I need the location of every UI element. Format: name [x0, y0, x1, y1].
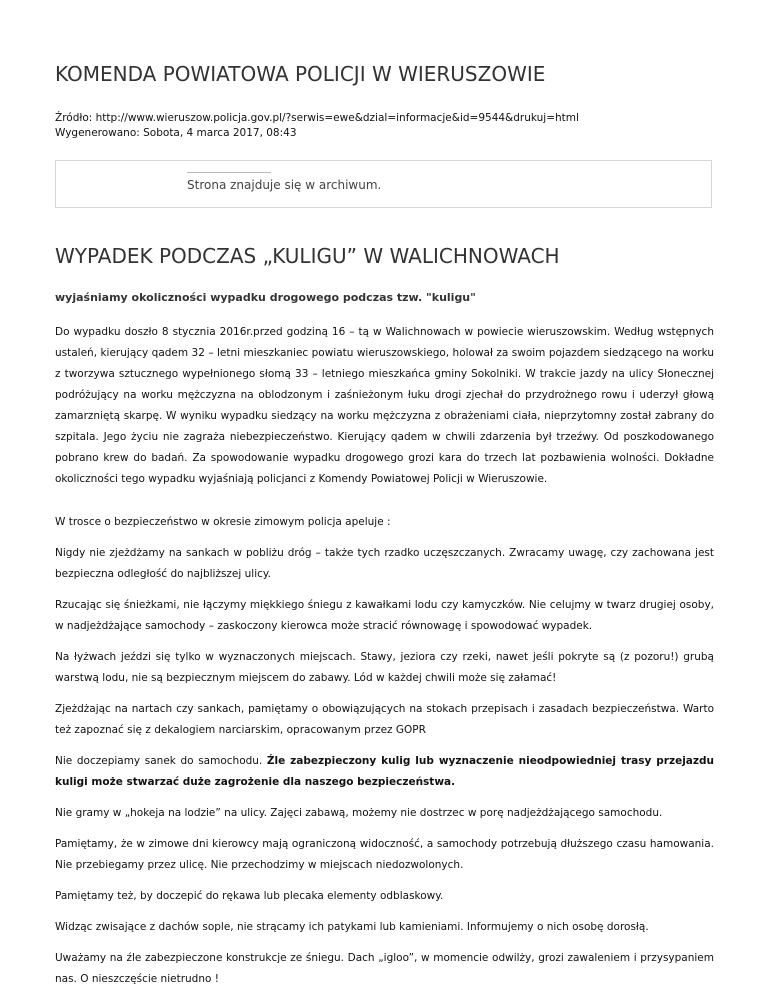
article-body [55, 322, 714, 1000]
print-meta [55, 111, 579, 141]
divider [187, 172, 271, 173]
article-lead: wyjaśniamy okoliczności wypadku drogowego podczas tzw. "kuligu" [55, 291, 476, 304]
article-title: WYPADEK PODCZAS „KULIGU” W WALICHNOWACH [55, 244, 560, 268]
paragraph-skiing: Zjeżdżając na nartach czy sankach, pamiętamy o obowiązujących na stokach przepisach i zasadach bezpieczeństwa. Warto też zapoznać się z dekalogiem narciarskim, opracowanym przez GOPR [55, 703, 714, 736]
paragraph-reflectors: Pamiętamy też, by doczepić do rękawa lub plecaka elementy odblaskowy. [55, 890, 444, 902]
paragraph-drivers: Pamiętamy, że w zimowe dni kierowcy mają ograniczoną widoczność, a samochody potrzebują dłuższego czasu hamowania. Nie przebiegamy przez ulicę. Nie przechodzimy w miejscach niedozwolonych. [55, 838, 714, 871]
paragraph-hockey: Nie gramy w „hokeja na lodzie” na ulicy. Zajęci zabawą, możemy nie dostrzec w porę nadjeżdżającego samochodu. [55, 807, 663, 819]
archive-notice: Strona znajduje się w archiwum. [187, 178, 382, 192]
paragraph-sledding: Nigdy nie zjeżdżamy na sankach w pobliżu dróg – także tych rzadko uczęszczanych. Zwracamy uwagę, czy zachowana jest bezpieczna odległość do najbliższej ulicy. [55, 547, 714, 580]
source-url: Źródło: http://www.wieruszow.policja.gov.pl/?serwis=ewe&dzial=informacje&id=9544&drukuj=html [55, 112, 579, 124]
paragraph-appeal-intro: W trosce o bezpieczeństwo w okresie zimowym policja apeluje : [55, 516, 391, 528]
site-title: KOMENDA POWIATOWA POLICJI W WIERUSZOWIE [55, 62, 546, 86]
kulig-text: Nie doczepiamy sanek do samochodu. [55, 755, 267, 767]
paragraph-skating: Na łyżwach jeździ się tylko w wyznaczonych miejscach. Stawy, jeziora czy rzeki, nawet jeśli pokryte są (z pozoru!) grubą warstwą lodu, nie są bezpiecznym miejscem do zabawy. Lód w każdej chwili może się załamać! [55, 651, 714, 684]
paragraph-icicles: Widząc zwisające z dachów sople, nie strącamy ich patykami lub kamieniami. Informujemy o nich osobę dorosłą. [55, 921, 649, 933]
kulig-warning: Źle zabezpieczony kulig lub wyznaczenie nieodpowiedniej trasy przejazdu kuligi może stwarzać duże zagrożenie dla naszego bezpieczeństwa. [55, 755, 714, 788]
paragraph-kulig [55, 751, 714, 793]
paragraph-incident: Do wypadku doszło 8 stycznia 2016r.przed godziną 16 – tą w Walichnowach w powiecie wieruszowskim. Według wstępnych ustaleń, kierujący qadem 32 – letni mieszkaniec powiatu wieruszowskiego, holował za swoim pojazdem siedzącego na worku z tworzywa sztucznego wypełnionego słomą 33 – letniego mieszkańca gminy Sokolniki. W trakcie jazdy na ulicy Słonecznej podróżujący na worku mężczyzna na oblodzonym i zaśnieżonym łuku drogi zjechał do przydrożnego rowu i uderzył głową zamarzniętą skarpę. W wyniku wypadku siedzący na worku mężczyzna z obrażeniami ciała, nieprzytomny został zabrany do szpitala. Jego życiu nie zagraża niebezpieczeństwo. Kierujący qadem w chwili zdarzenia był trzeźwy. Od poszkodowanego pobrano krew do badań. Za spowodowanie wypadku drogowego grozi kara do trzech lat pozbawienia wolności. Dokładne okoliczności tego wypadku wyjaśniają policjanci z Komendy Powiatowej Policji w Wieruszowie. [55, 326, 714, 485]
generated-date: Wygenerowano: Sobota, 4 marca 2017, 08:43 [55, 127, 297, 139]
paragraph-snowballs: Rzucając się śnieżkami, nie łączymy miękkiego śniegu z kawałkami lodu czy kamyczków. Nie celujmy w twarz drugiej osoby, w nadjeżdżające samochody – zaskoczony kierowca może stracić równowagę i spowodować wypadek. [55, 599, 714, 632]
archive-notice-box [55, 160, 712, 208]
paragraph-igloo: Uważamy na źle zabezpieczone konstrukcje ze śniegu. Dach „igloo”, w momencie odwilży, grozi zawaleniem i przysypaniem nas. O nieszczęście nietrudno ! [55, 952, 714, 985]
